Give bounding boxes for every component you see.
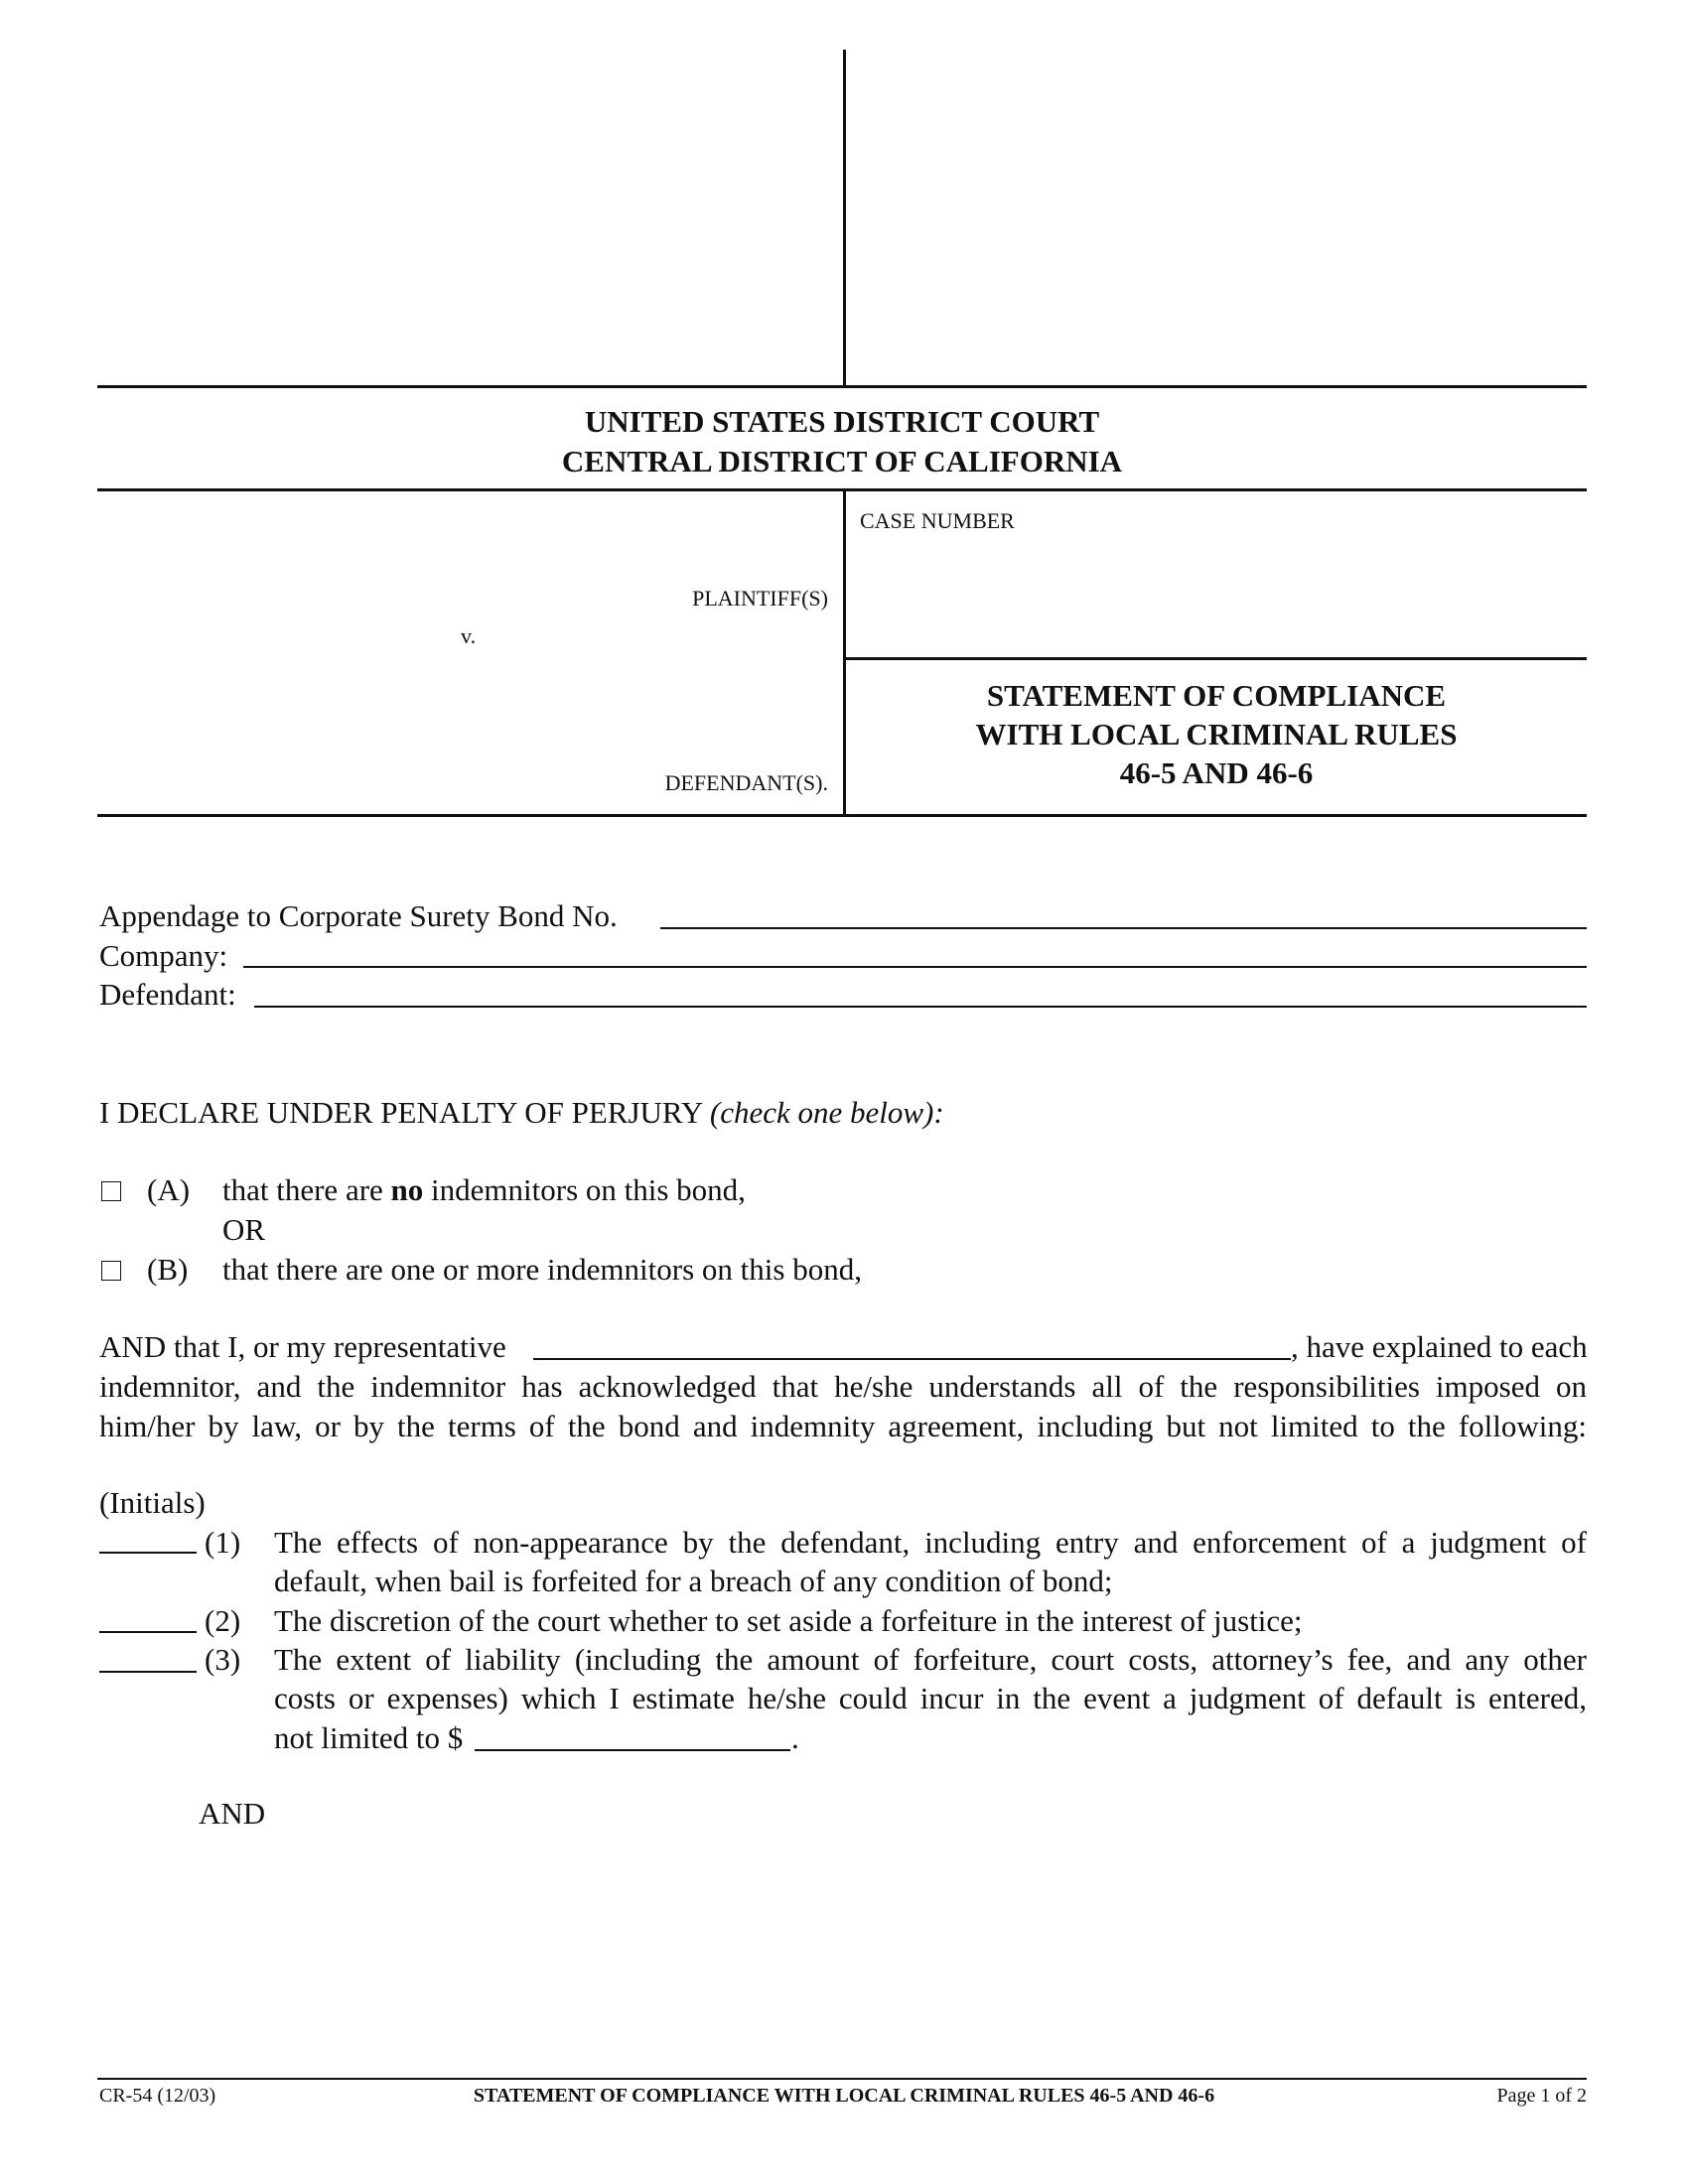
item-3-line1: The extent of liability (including the amount of forfeiture, court costs, attorney’s fee, and any other: [274, 1642, 1587, 1677]
item-1-number: (1): [205, 1525, 241, 1560]
bond-number-field[interactable]: [660, 927, 1587, 929]
item-3-line3-pre: not limited to $: [274, 1720, 464, 1755]
defendant-field[interactable]: [254, 1006, 1587, 1008]
company-field[interactable]: [243, 966, 1587, 968]
item-1-line1: The effects of non-appearance by the defendant, including entry and enforcement of a judgment of: [274, 1525, 1587, 1560]
declaration-heading: [99, 1094, 944, 1132]
and-text: AND: [199, 1796, 266, 1831]
footer-page-number: Page 1 of 2: [1496, 2085, 1587, 2107]
option-b-text: that there are one or more indemnitors on this bond,: [222, 1252, 862, 1287]
option-a-checkbox[interactable]: [101, 1181, 121, 1201]
versus-label: v.: [461, 623, 477, 648]
option-a-label: (A): [147, 1172, 191, 1207]
option-a-text-post: indemnitors on this bond,: [431, 1172, 746, 1207]
header-top-rule: [97, 385, 1587, 388]
initials-field-1[interactable]: [99, 1552, 197, 1554]
item-3-number: (3): [205, 1642, 241, 1677]
case-number-rule: [843, 657, 1587, 660]
initials-header: (Initials): [99, 1485, 206, 1520]
case-number-field[interactable]: [860, 541, 1575, 650]
defendant-label: DEFENDANT(S).: [664, 770, 828, 795]
initials-field-2[interactable]: [99, 1631, 197, 1633]
case-number-label: CASE NUMBER: [860, 508, 1015, 533]
option-a-text-pre: that there are: [222, 1172, 383, 1207]
court-name: UNITED STATES DISTRICT COURT: [584, 404, 1100, 439]
company-label: Company:: [99, 938, 228, 973]
or-label: OR: [222, 1212, 266, 1247]
representative-field[interactable]: [533, 1358, 1291, 1360]
document-title-line1: STATEMENT OF COMPLIANCE: [986, 678, 1447, 713]
representative-line3: him/her by law, or by the terms of the bond and indemnity agreement, including but not limited to the following:: [99, 1409, 1587, 1443]
footer-form-id: CR-54 (12/03): [99, 2085, 216, 2107]
header-bottom-rule: [97, 488, 1587, 491]
court-district: CENTRAL DISTRICT OF CALIFORNIA: [561, 444, 1123, 478]
item-2-number: (2): [205, 1603, 241, 1638]
item-2-line1: The discretion of the court whether to set aside a forfeiture in the interest of justice;: [274, 1603, 1303, 1638]
defendant-field-label: Defendant:: [99, 977, 236, 1012]
document-title-line2: WITH LOCAL CRIMINAL RULES: [975, 717, 1458, 751]
declaration-note: (check one below):: [709, 1095, 944, 1130]
footer-rule: [97, 2078, 1587, 2080]
document-title-line3: 46-5 AND 46-6: [1119, 755, 1314, 790]
bond-number-label: Appendage to Corporate Surety Bond No.: [99, 898, 618, 933]
option-a-text-bold: no: [390, 1172, 424, 1207]
option-b-label: (B): [147, 1252, 189, 1287]
item-3-line3-post: .: [791, 1720, 799, 1755]
representative-line2: indemnitor, and the indemnitor has acknowledged that he/she understands all of the responsibilities imposed on: [99, 1369, 1587, 1404]
declaration-main: I DECLARE UNDER PENALTY OF PERJURY: [99, 1095, 703, 1130]
item-1-line2: default, when bail is forfeited for a breach of any condition of bond;: [274, 1564, 1113, 1598]
initials-field-3[interactable]: [99, 1671, 197, 1673]
plaintiff-label: PLAINTIFF(S): [692, 586, 828, 611]
option-b-checkbox[interactable]: [101, 1261, 121, 1281]
item-3-line2: costs or expenses) which I estimate he/she could incur in the event a judgment of default is entered,: [274, 1681, 1587, 1715]
liability-amount-field[interactable]: [475, 1749, 790, 1751]
caption-bottom-rule: [97, 814, 1587, 817]
representative-pre: AND that I, or my representative: [99, 1329, 506, 1364]
footer-title: STATEMENT OF COMPLIANCE WITH LOCAL CRIMINAL RULES 46-5 AND 46-6: [473, 2085, 1215, 2107]
option-a-text: [222, 1171, 746, 1209]
representative-post: , have explained to each: [1291, 1329, 1588, 1364]
top-vertical-divider: [843, 50, 846, 385]
